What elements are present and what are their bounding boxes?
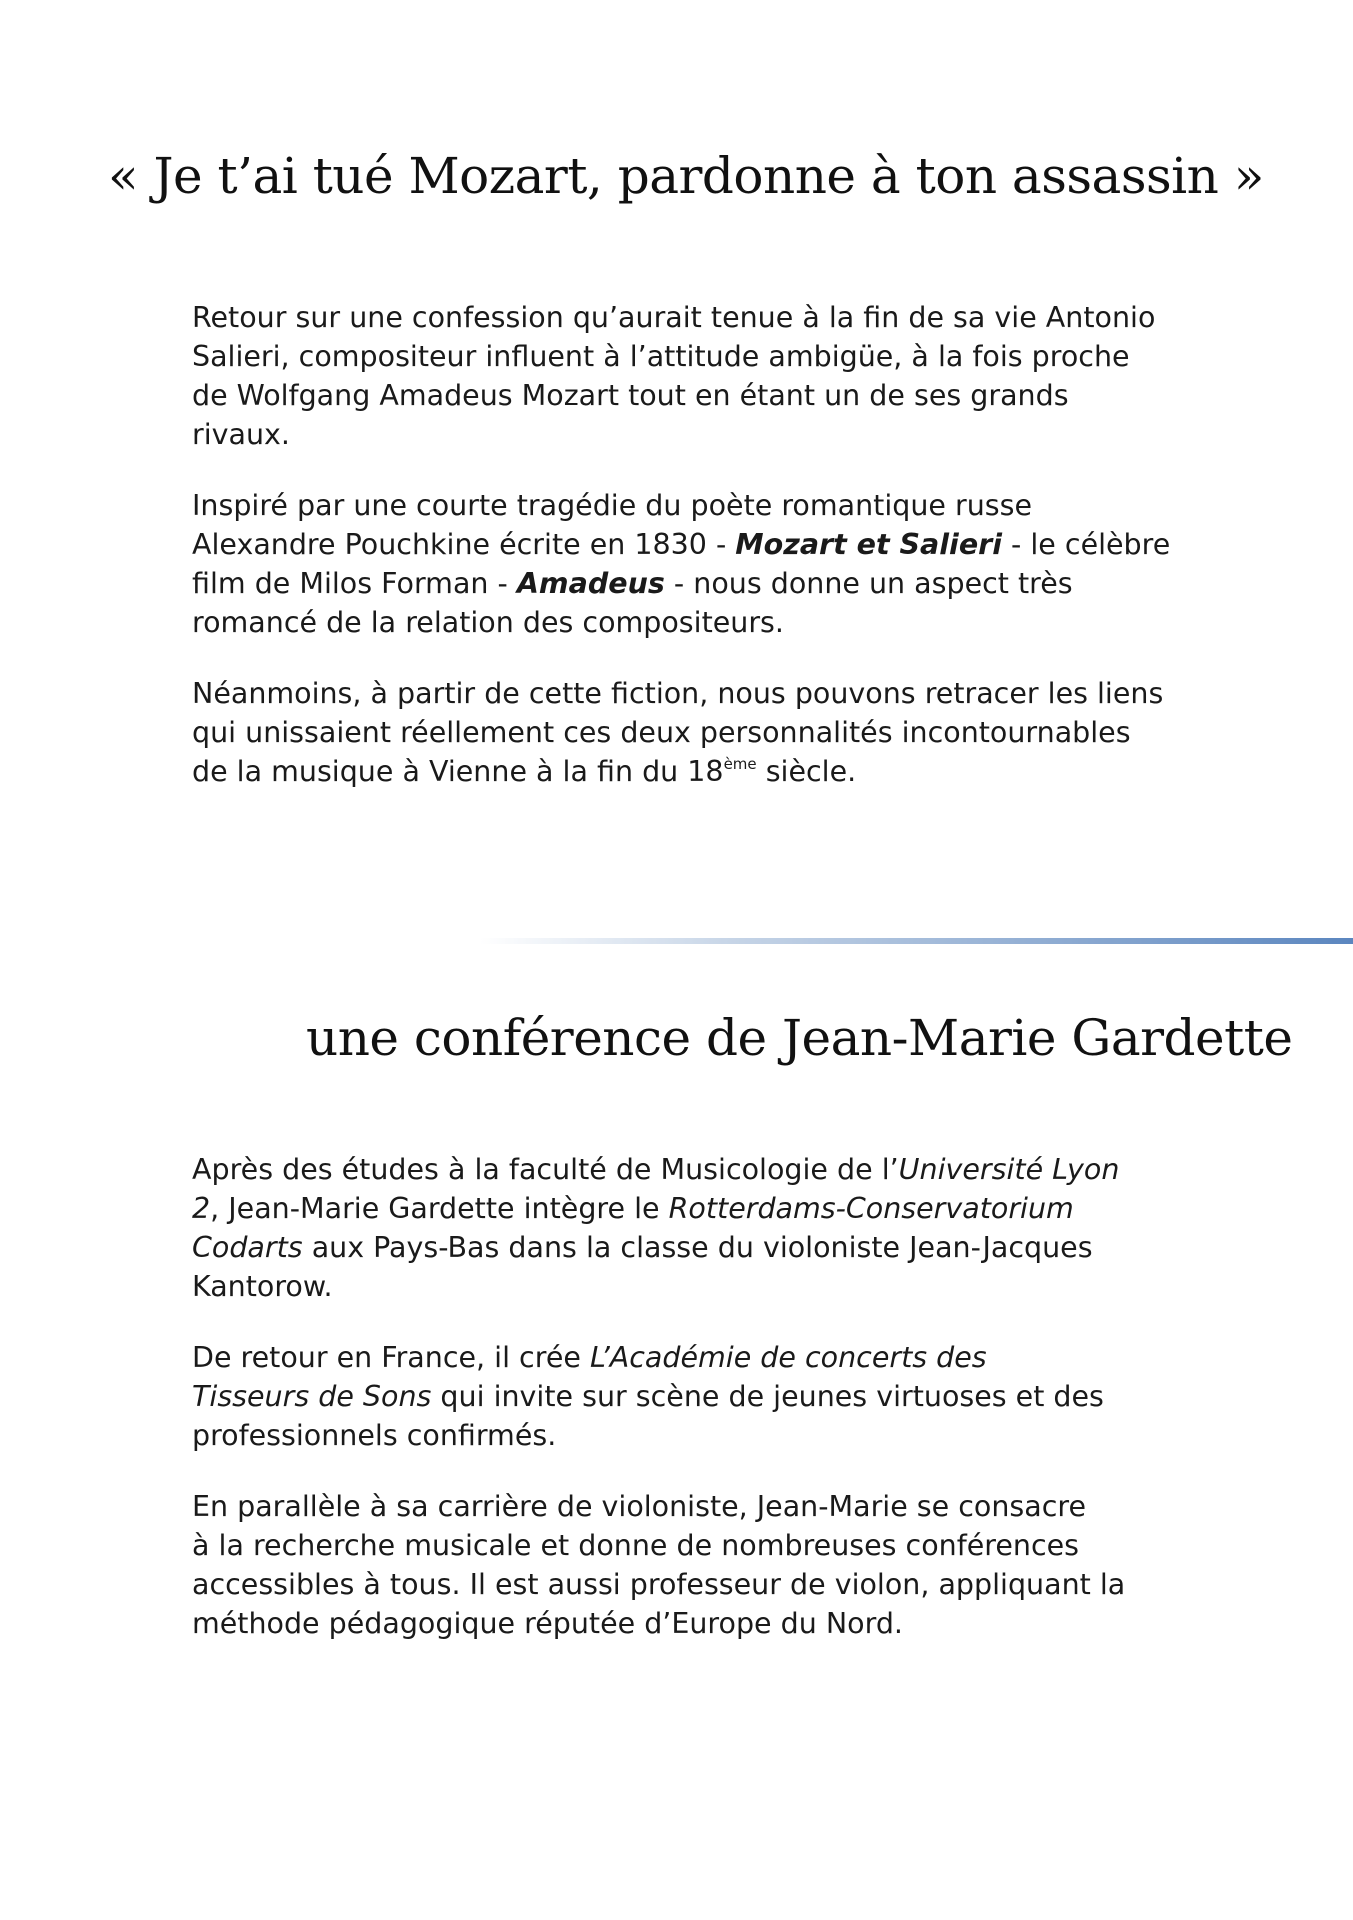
conservatory-name: Rotterdams-Conservatorium bbox=[668, 1192, 1074, 1225]
text-segment: De retour en France, il crée bbox=[192, 1341, 590, 1374]
work-title: Mozart et Salieri bbox=[735, 528, 1002, 561]
text-line bbox=[192, 1338, 1252, 1377]
university-name-cont: 2 bbox=[192, 1192, 211, 1225]
text-line: Néanmoins, à partir de cette fiction, nous pouvons retracer les liens bbox=[192, 677, 1164, 710]
text-line: qui unissaient réellement ces deux personnalités incontournables bbox=[192, 716, 1131, 749]
text-line: Kantorow. bbox=[192, 1270, 333, 1303]
text-line bbox=[192, 564, 1252, 603]
text-segment: - nous donne un aspect très bbox=[664, 567, 1073, 600]
text-segment: qui invite sur scène de jeunes virtuoses et des bbox=[431, 1380, 1104, 1413]
text-segment: de la musique à Vienne à la fin du 18 bbox=[192, 755, 724, 788]
text-line: rivaux. bbox=[192, 418, 290, 451]
bio-paragraph-2 bbox=[192, 1338, 1252, 1455]
text-line bbox=[192, 525, 1252, 564]
text-line: Inspiré par une courte tragédie du poète romantique russe bbox=[192, 489, 1033, 522]
bio-paragraph-1 bbox=[192, 1150, 1252, 1306]
ordinal-superscript: ème bbox=[723, 755, 757, 773]
text-segment: Après des études à la faculté de Musicologie de l’ bbox=[192, 1153, 899, 1186]
intro-paragraph-2 bbox=[192, 486, 1252, 642]
intro-paragraph-1 bbox=[192, 298, 1252, 454]
academy-name-cont: Tisseurs de Sons bbox=[192, 1380, 432, 1413]
text-line: accessibles à tous. Il est aussi professeur de violon, appliquant la bbox=[192, 1568, 1126, 1601]
academy-name: L’Académie de concerts des bbox=[589, 1341, 987, 1374]
text-line bbox=[192, 1228, 1252, 1267]
intro-paragraph-3 bbox=[192, 674, 1252, 791]
text-segment: film de Milos Forman - bbox=[192, 567, 517, 600]
text-line: Salieri, compositeur influent à l’attitude ambigüe, à la fois proche bbox=[192, 340, 1130, 373]
text-line: professionnels confirmés. bbox=[192, 1419, 557, 1452]
text-line bbox=[192, 1377, 1252, 1416]
university-name: Université Lyon bbox=[898, 1153, 1120, 1186]
text-segment: siècle. bbox=[756, 755, 857, 788]
text-line bbox=[192, 752, 1252, 791]
bio-paragraph-3 bbox=[192, 1487, 1252, 1643]
text-line: romancé de la relation des compositeurs. bbox=[192, 606, 784, 639]
bio-section bbox=[192, 1150, 1252, 1675]
section-divider bbox=[480, 938, 1353, 944]
text-line: de Wolfgang Amadeus Mozart tout en étant un de ses grands bbox=[192, 379, 1069, 412]
text-segment: - le célèbre bbox=[1001, 528, 1171, 561]
text-line bbox=[192, 1189, 1252, 1228]
conference-title: une conférence de Jean-Marie Gardette bbox=[306, 1009, 1293, 1067]
text-segment: aux Pays-Bas dans la classe du violoniste Jean-Jacques bbox=[302, 1231, 1093, 1264]
text-line: à la recherche musicale et donne de nombreuses conférences bbox=[192, 1529, 1080, 1562]
conservatory-name-cont: Codarts bbox=[192, 1231, 303, 1264]
intro-section bbox=[192, 298, 1252, 823]
text-segment: Alexandre Pouchkine écrite en 1830 - bbox=[192, 528, 736, 561]
text-line: Retour sur une confession qu’aurait tenue à la fin de sa vie Antonio bbox=[192, 301, 1156, 334]
film-title: Amadeus bbox=[516, 567, 665, 600]
text-line: En parallèle à sa carrière de violoniste, Jean-Marie se consacre bbox=[192, 1490, 1087, 1523]
text-line bbox=[192, 1150, 1252, 1189]
text-segment: , Jean-Marie Gardette intègre le bbox=[210, 1192, 669, 1225]
text-line: méthode pédagogique réputée d’Europe du Nord. bbox=[192, 1607, 903, 1640]
page-title: « Je t’ai tué Mozart, pardonne à ton assassin » bbox=[108, 147, 1264, 205]
